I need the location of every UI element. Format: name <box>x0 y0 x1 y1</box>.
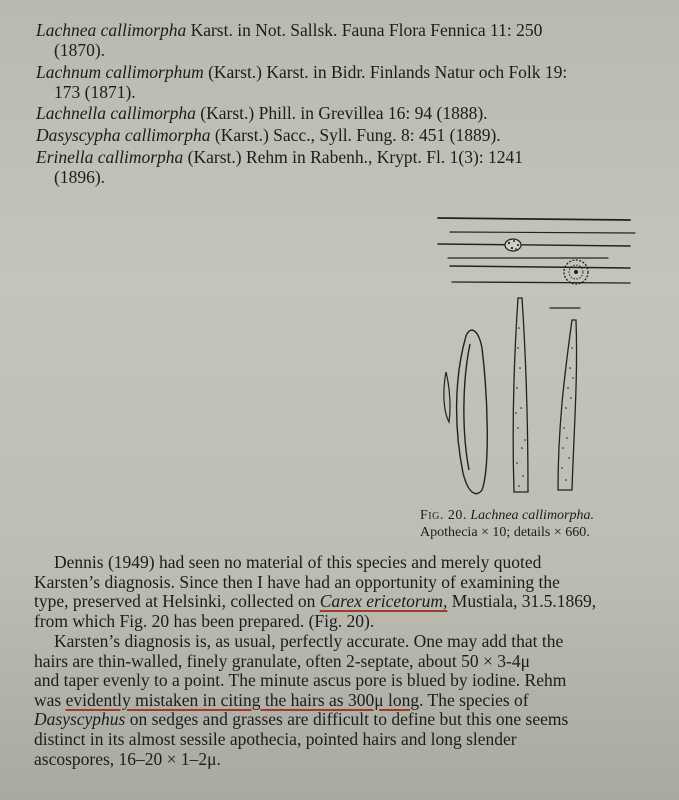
text-line: hairs are thin-walled, finely granulate, often 2-septate, about 50 × 3-4μ <box>34 650 530 671</box>
synonym-entry <box>36 125 666 145</box>
paragraph-2 <box>34 632 660 769</box>
sedge-leaf-line <box>450 266 630 268</box>
synonym-citation: (Karst.) Sacc., Syll. Fung. 8: 451 (1889). <box>210 125 501 145</box>
synonym-entry <box>36 103 666 123</box>
text-span: Mustiala, 31.5.1869, <box>447 591 597 612</box>
text-line: ascospores, 16–20 × 1–2μ. <box>34 748 221 769</box>
sedge-leaf-line <box>452 282 630 283</box>
synonym-citation: Karst. in Not. Sallsk. Fauna Flora Fennica 11: 250 <box>186 20 543 40</box>
paragraph-1 <box>34 553 660 631</box>
synonym-name: Lachnella callimorpha <box>36 103 196 123</box>
text-span: was <box>34 689 66 710</box>
synonym-name: Lachnum callimorphum <box>36 62 204 82</box>
synonym-name: Erinella callimorpha <box>36 147 184 167</box>
text-span: . The species of <box>419 689 529 710</box>
figure-illustration <box>430 208 650 508</box>
text-line: Dennis (1949) had seen no material of this species and merely quoted <box>54 552 542 572</box>
text-line: Karsten’s diagnosis. Since then I have had an opportunity of examining the <box>34 571 560 592</box>
figure-magnification: Apothecia × 10; details × 660. <box>420 525 590 540</box>
synonym-entry <box>36 20 666 60</box>
text-line <box>34 592 660 612</box>
synonym-citation-cont: (1896). <box>54 167 106 187</box>
hair-drawing <box>513 298 528 492</box>
sedge-leaf-line <box>450 232 635 233</box>
figure-number: Fig. 20. <box>420 508 467 523</box>
host-name-underlined: Carex ericetorum, <box>319 591 448 612</box>
hair-drawing <box>558 320 577 490</box>
text-span: type, preserved at Helsinki, collected on <box>34 591 320 612</box>
text-line <box>34 710 660 730</box>
apothecium-large <box>564 260 588 284</box>
text-line: distinct in its almost sessile apothecia, pointed hairs and long slender <box>34 728 517 749</box>
text-line <box>34 691 660 711</box>
ascus-drawing <box>444 330 487 494</box>
text-line: and taper evenly to a point. The minute ascus pore is blued by iodine. Rehm <box>34 670 567 691</box>
hair-granules <box>561 347 574 481</box>
text-line: from which Fig. 20 has been prepared. (Fig. 20). <box>34 610 375 631</box>
figure-caption <box>420 507 670 541</box>
hair-granules <box>515 327 526 487</box>
text-line: Karsten’s diagnosis is, as usual, perfectly accurate. One may add that the <box>54 631 564 651</box>
synonym-entry <box>36 62 666 102</box>
underlined-passage: evidently mistaken in citing the hairs as 300μ long <box>65 689 420 710</box>
synonym-name: Lachnea callimorpha <box>36 20 187 40</box>
text-span: on sedges and grasses are difficult to define but this one seems <box>125 709 569 730</box>
synonym-name: Dasyscypha callimorpha <box>36 125 211 145</box>
sedge-leaf-line <box>438 218 630 220</box>
synonym-citation-cont: (1870). <box>54 40 106 60</box>
synonym-citation: (Karst.) Phill. in Grevillea 16: 94 (1888). <box>195 103 488 123</box>
synonym-entry <box>36 147 666 187</box>
sedge-leaf-line <box>438 244 630 246</box>
synonym-citation: (Karst.) Rehm in Rabenh., Krypt. Fl. 1(3): 1241 <box>183 147 524 167</box>
synonym-citation: (Karst.) Karst. in Bidr. Finlands Natur och Folk 19: <box>203 62 568 82</box>
synonym-citation-cont: 173 (1871). <box>54 82 136 102</box>
figure-taxon: Lachnea callimorpha. <box>470 508 594 523</box>
genus-name: Dasyscyphus <box>34 709 126 730</box>
apothecium-small <box>505 239 521 251</box>
